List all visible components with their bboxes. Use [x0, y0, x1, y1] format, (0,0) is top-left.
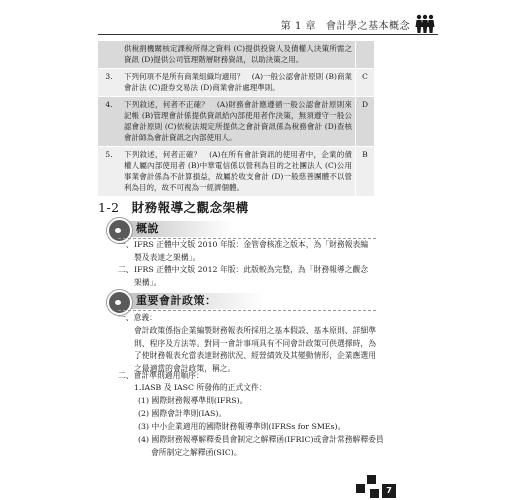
- quiz-question: 下列敘述，何者不正確？ (A)財務會計應遵循一般公認會計原則來記帳 (B)管理會計係提供資訊給內部使用者作決策，無須遵守一般公認會計原則 (C)依稅法規定所提供之會計資訊係為稅務會計 (D)查核會計師為會計資訊之內部使用人。: [121, 97, 356, 147]
- decor-square: [367, 475, 376, 484]
- policy-meaning-text: 會計政策係指企業編製財務報表所採用之基本假設、基本原則、詳細準則、程序及方法等。對同一會計事項具有不同會計政策可供選擇時，為了使財務報表允當表達財務狀況、經營績效及其變動情形，企業應選用之最適當的會計政策，稱之。: [134, 326, 376, 373]
- decor-square: [370, 489, 379, 498]
- quiz-table: [98, 40, 374, 196]
- people-icon: [414, 14, 436, 34]
- policy-order-item: (2) 國際會計準則(IAS)。: [138, 409, 227, 418]
- quiz-question: 下列敘述，何者正確？ (A)在所有會計資訊的使用者中，企業的債權人屬內部使用者 (B)中華電信係以營利為目的之社團法人 (C)公用事業會計係為不計算損益，故屬於收支會計 (D)一般慈善團體不以營利為目的，故不可視為一經濟個體。: [121, 147, 356, 197]
- header-chapter: 第 1 章: [280, 21, 316, 32]
- decor-square: [356, 484, 365, 493]
- item-text: IFRS 正體中文版 2012 年版：此版較為完整，為「財務報導之觀念架構」。: [134, 265, 369, 287]
- page-number: 7: [382, 484, 396, 498]
- policy-order-item: (3) 中小企業適用的國際財務報導準則(IFRSs for SMEs)。: [138, 422, 346, 431]
- quiz-number: 3.: [98, 69, 121, 97]
- overview-item: [118, 264, 374, 289]
- policy-order-item: (1) 國際財務報導準則(IFRS)。: [138, 396, 248, 405]
- header-chapter-title: 會計學之基本概念: [326, 21, 410, 32]
- header-divider: [98, 34, 438, 35]
- quiz-question: 下列何項不是所有商業組織均適用？ (A)一般公認會計原則 (B)商業會計法 (C)證券交易法 (D)商業會計處理準則。: [121, 69, 356, 97]
- policy-order-item: (4) 國際財務報導解釋委員會制定之解釋函(IFRIC)或會計常務解釋委員會所制定之解釋函(SIC)。: [138, 435, 384, 457]
- policy-order-label: 二、會計準則適用順序：: [118, 371, 204, 380]
- quiz-answer: [356, 41, 375, 69]
- policy-order-intro: 1.IASB 及 IASC 所發佈的正式文件：: [134, 383, 267, 392]
- quiz-row: [98, 41, 374, 69]
- section-heading: [98, 198, 249, 216]
- section-number: 1-2: [98, 200, 120, 215]
- quiz-row: [98, 97, 374, 147]
- header-title: [281, 17, 410, 32]
- policy-meaning-label: 一、意義：: [118, 313, 157, 322]
- policy-heading-bar: [114, 293, 264, 309]
- quiz-answer: C: [356, 69, 375, 97]
- overview-item: [118, 239, 374, 264]
- quiz-number: 4.: [98, 97, 121, 147]
- section-title: 財務報導之觀念架構: [131, 200, 249, 215]
- item-text: IFRS 正體中文版 2010 年版：金管會核准之版本，為「財務報表編製及表達之架構」。: [134, 240, 369, 262]
- quiz-answer: B: [356, 147, 375, 197]
- quiz-row: [98, 147, 374, 197]
- overview-heading: 概說: [136, 222, 159, 235]
- quiz-row: [98, 69, 374, 97]
- policy-heading: 重要會計政策：: [136, 294, 217, 307]
- running-header: [98, 14, 438, 36]
- item-label: 一、: [118, 240, 134, 249]
- item-label: 二、: [118, 265, 134, 274]
- quiz-number: 5.: [98, 147, 121, 197]
- divider: [118, 310, 376, 311]
- quiz-question: 供稅捐機關核定課稅所得之資料 (C)提供投資人及債權人決策所需之資訊 (D)提供公司管理階層財務資訊，以助決策之用。: [121, 41, 356, 69]
- quiz-answer: D: [356, 97, 375, 147]
- quiz-number: [98, 41, 121, 69]
- overview-heading-bar: [114, 221, 234, 237]
